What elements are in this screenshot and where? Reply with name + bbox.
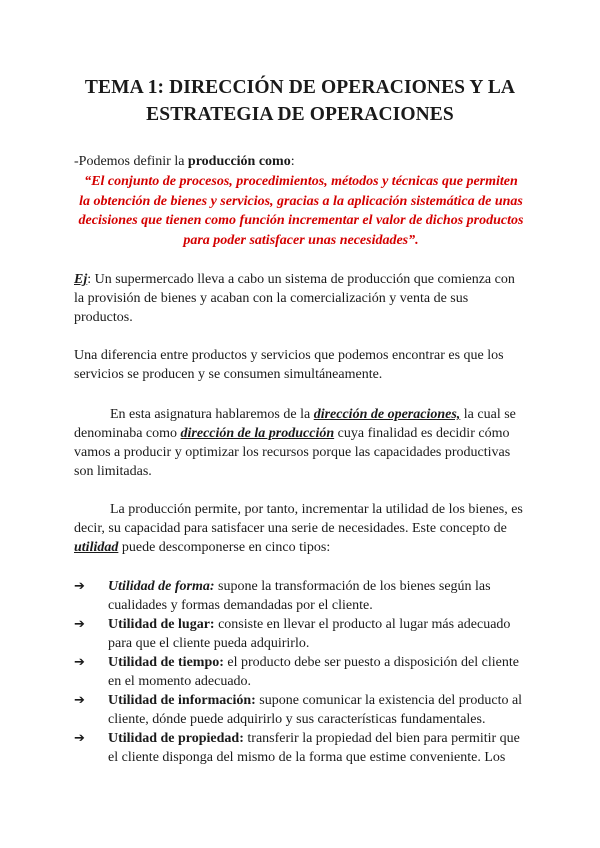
- list-term: Utilidad de propiedad:: [108, 731, 244, 746]
- subject-text: denominaba como: [74, 426, 181, 441]
- example-line: productos.: [74, 310, 133, 325]
- example-paragraph: [74, 270, 526, 327]
- list-text: transferir la propiedad del bien para permitir que: [243, 731, 520, 746]
- arrow-icon: ➔: [74, 655, 85, 670]
- list-term: Utilidad de información:: [108, 693, 256, 708]
- definition-line: la obtención de bienes y servicios, gracias a la aplicación sistemática de unas: [79, 193, 523, 209]
- list-term: Utilidad de lugar:: [108, 617, 215, 632]
- definition-line: para poder satisfacer unas necesidades”.: [183, 232, 419, 248]
- utility-text: La producción permite, por tanto, incrementar la utilidad de los bienes, es: [110, 502, 523, 517]
- list-item-property: [74, 729, 534, 767]
- example-label: Ej: [74, 272, 88, 287]
- page-title: [60, 74, 540, 128]
- list-text: cualidades y formas demandadas por el cliente.: [108, 598, 373, 613]
- difference-line: servicios se producen y se consumen simultáneamente.: [74, 367, 383, 382]
- definition-line: “El conjunto de procesos, procedimientos, métodos y técnicas que permiten: [84, 174, 518, 189]
- title-line-1: TEMA 1: DIRECCIÓN DE OPERACIONES Y LA: [84, 77, 516, 98]
- intro-suffix: :: [290, 154, 295, 169]
- list-text: en el momento adecuado.: [108, 674, 252, 689]
- definition-quote: [66, 172, 536, 250]
- subject-text: cuya finalidad es decidir cómo: [334, 426, 510, 441]
- subject-paragraph: [74, 405, 526, 481]
- subject-text: vamos a producir y optimizar los recursos porque las capacidades productivas: [74, 445, 511, 460]
- intro-prefix: -Podemos definir la: [74, 154, 188, 169]
- list-term: Utilidad de forma:: [108, 579, 215, 594]
- list-text: supone la transformación de los bienes según las: [214, 579, 491, 594]
- subject-term-production: dirección de la producción: [180, 426, 335, 441]
- list-item-information: [74, 691, 534, 729]
- list-text: el cliente disponga del mismo de la forma que estime conveniente. Los: [108, 750, 506, 765]
- subject-term-operations: dirección de operaciones,: [313, 407, 461, 422]
- list-text: supone comunicar la existencia del producto al: [255, 693, 523, 708]
- difference-line: Una diferencia entre productos y servicios que podemos encontrar es que los: [74, 348, 504, 363]
- intro-term: producción como: [187, 154, 291, 169]
- difference-paragraph: [74, 346, 526, 384]
- utility-types-list: [74, 577, 534, 767]
- subject-text: son limitadas.: [74, 464, 152, 479]
- definition-line: decisiones que tienen como función incrementar el valor de dichos productos: [78, 213, 524, 228]
- arrow-icon: ➔: [74, 693, 85, 708]
- list-item-time: [74, 653, 534, 691]
- utility-paragraph: [74, 500, 526, 557]
- arrow-icon: ➔: [74, 617, 85, 632]
- list-text: el producto debe ser puesto a disposición del cliente: [223, 655, 519, 670]
- arrow-icon: ➔: [74, 731, 85, 746]
- list-text: para que el cliente pueda adquirirlo.: [108, 636, 310, 651]
- utility-text: decir, su capacidad para satisfacer una serie de necesidades. Este concepto de: [74, 521, 507, 536]
- list-text: consiste en llevar el producto al lugar más adecuado: [214, 617, 511, 632]
- utility-term: utilidad: [74, 540, 119, 555]
- list-term: Utilidad de tiempo:: [108, 655, 224, 670]
- example-line: la provisión de bienes y acaban con la comercialización y venta de sus: [74, 291, 469, 306]
- intro-paragraph: [74, 152, 526, 171]
- subject-text: En esta asignatura hablaremos de la: [110, 407, 314, 422]
- list-item-form: [74, 577, 534, 615]
- list-item-place: [74, 615, 534, 653]
- arrow-icon: ➔: [74, 579, 85, 594]
- title-line-2: ESTRATEGIA DE OPERACIONES: [146, 104, 454, 125]
- subject-text: la cual se: [460, 407, 516, 422]
- utility-text: puede descomponerse en cinco tipos:: [118, 540, 331, 555]
- example-line: : Un supermercado lleva a cabo un sistema de producción que comienza con: [87, 272, 515, 287]
- list-text: cliente, dónde puede adquirirlo y sus características fundamentales.: [108, 712, 486, 727]
